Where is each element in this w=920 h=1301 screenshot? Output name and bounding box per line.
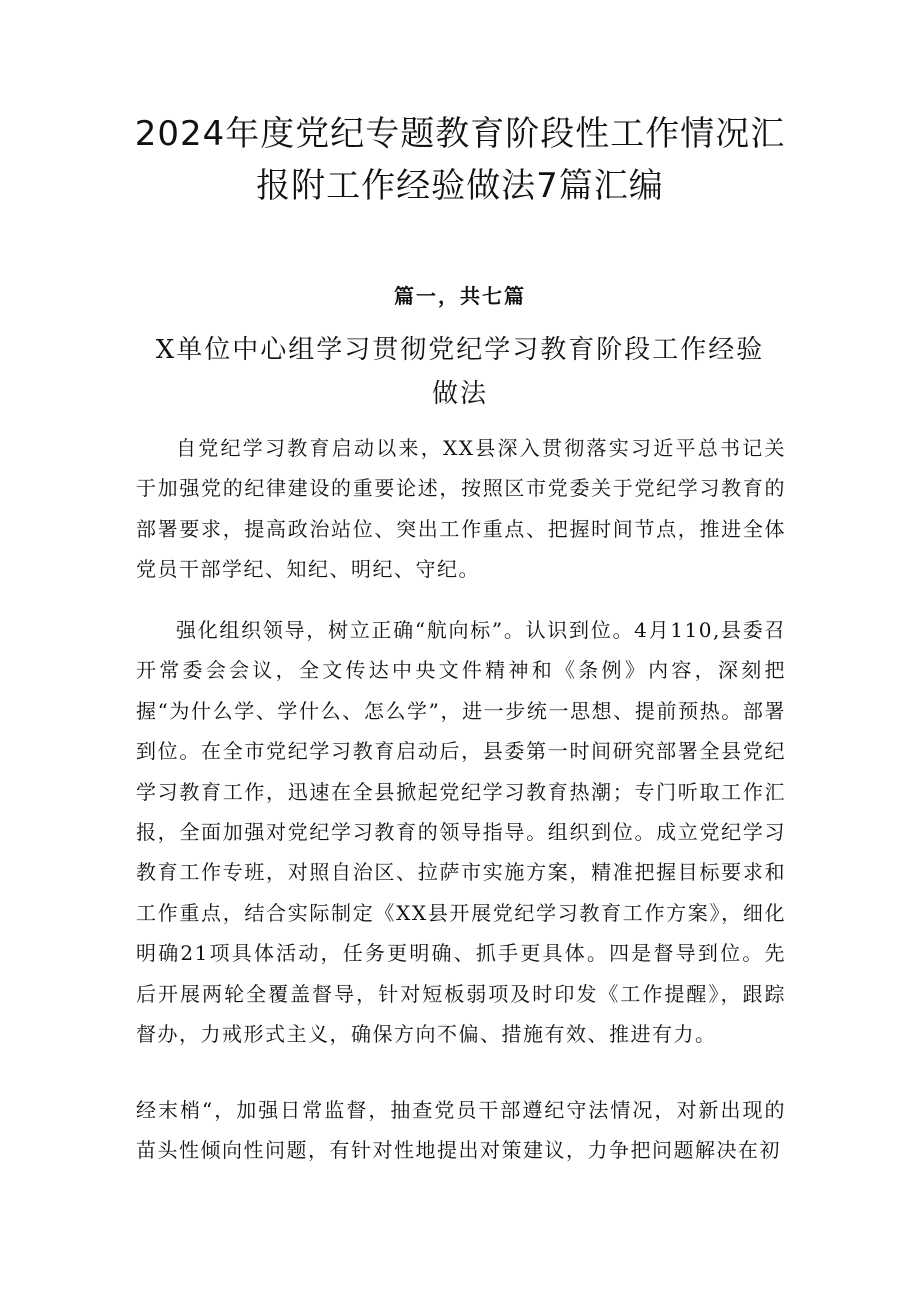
body-paragraph-intro: 自党纪学习教育启动以来，XX县深入贯彻落实习近平总书记关于加强党的纪律建设的重要论述，按照区市党委关于党纪学习教育的部署要求，提高政治站位、突出工作重点、把握时间节点，推进全体党员干部学纪、知纪、明纪、守纪。: [136, 436, 786, 582]
body-paragraph-supervision: 经末梢“，加强日常监督，抽查党员干部遵纪守法情况，对新出现的苗头性倾向性问题，有针对性地提出对策建议，力争把问题解决在初: [136, 1098, 786, 1163]
body-paragraph-organization: 强化组织领导，树立正确“航向标”。认识到位。4月110,县委召开常委会会议，全文传达中央文件精神和《条例》内容，深刻把握“为什么学、学什么、怎么学”，进一步统一思想、提前预热。部署到位。在全市党纪学习教育启动后，县委第一时间研究部署全县党纪学习教育工作，迅速在全县掀起党纪学习教育热潮；专门听取工作汇报，全面加强对党纪学习教育的领导指导。组织到位。成立党纪学习教育工作专班，对照自治区、拉萨市实施方案，精准把握目标要求和工作重点，结合实际制定《XX县开展党纪学习教育工作方案》，细化明确21项具体活动，任务更明确、抓手更具体。四是督导到位。先后开展两轮全覆盖督导，针对短板弱项及时印发《工作提醒》，跟踪督办，力戒形式主义，确保方向不偏、措施有效、推进有力。: [136, 618, 786, 1047]
document-title: [120, 108, 800, 212]
article-subtitle-line-2: 做法: [431, 379, 488, 409]
article-subtitle-line-1: X单位中心组学习贯彻党纪学习教育阶段工作经验: [155, 335, 765, 365]
section-label: 篇一，共七篇: [394, 284, 526, 308]
document-title-line-1: 2024年度党纪专题教育阶段性工作情况汇: [134, 114, 786, 154]
article-subtitle: [140, 328, 780, 416]
document-title-line-2: 报附工作经验做法7篇汇编: [256, 166, 664, 206]
